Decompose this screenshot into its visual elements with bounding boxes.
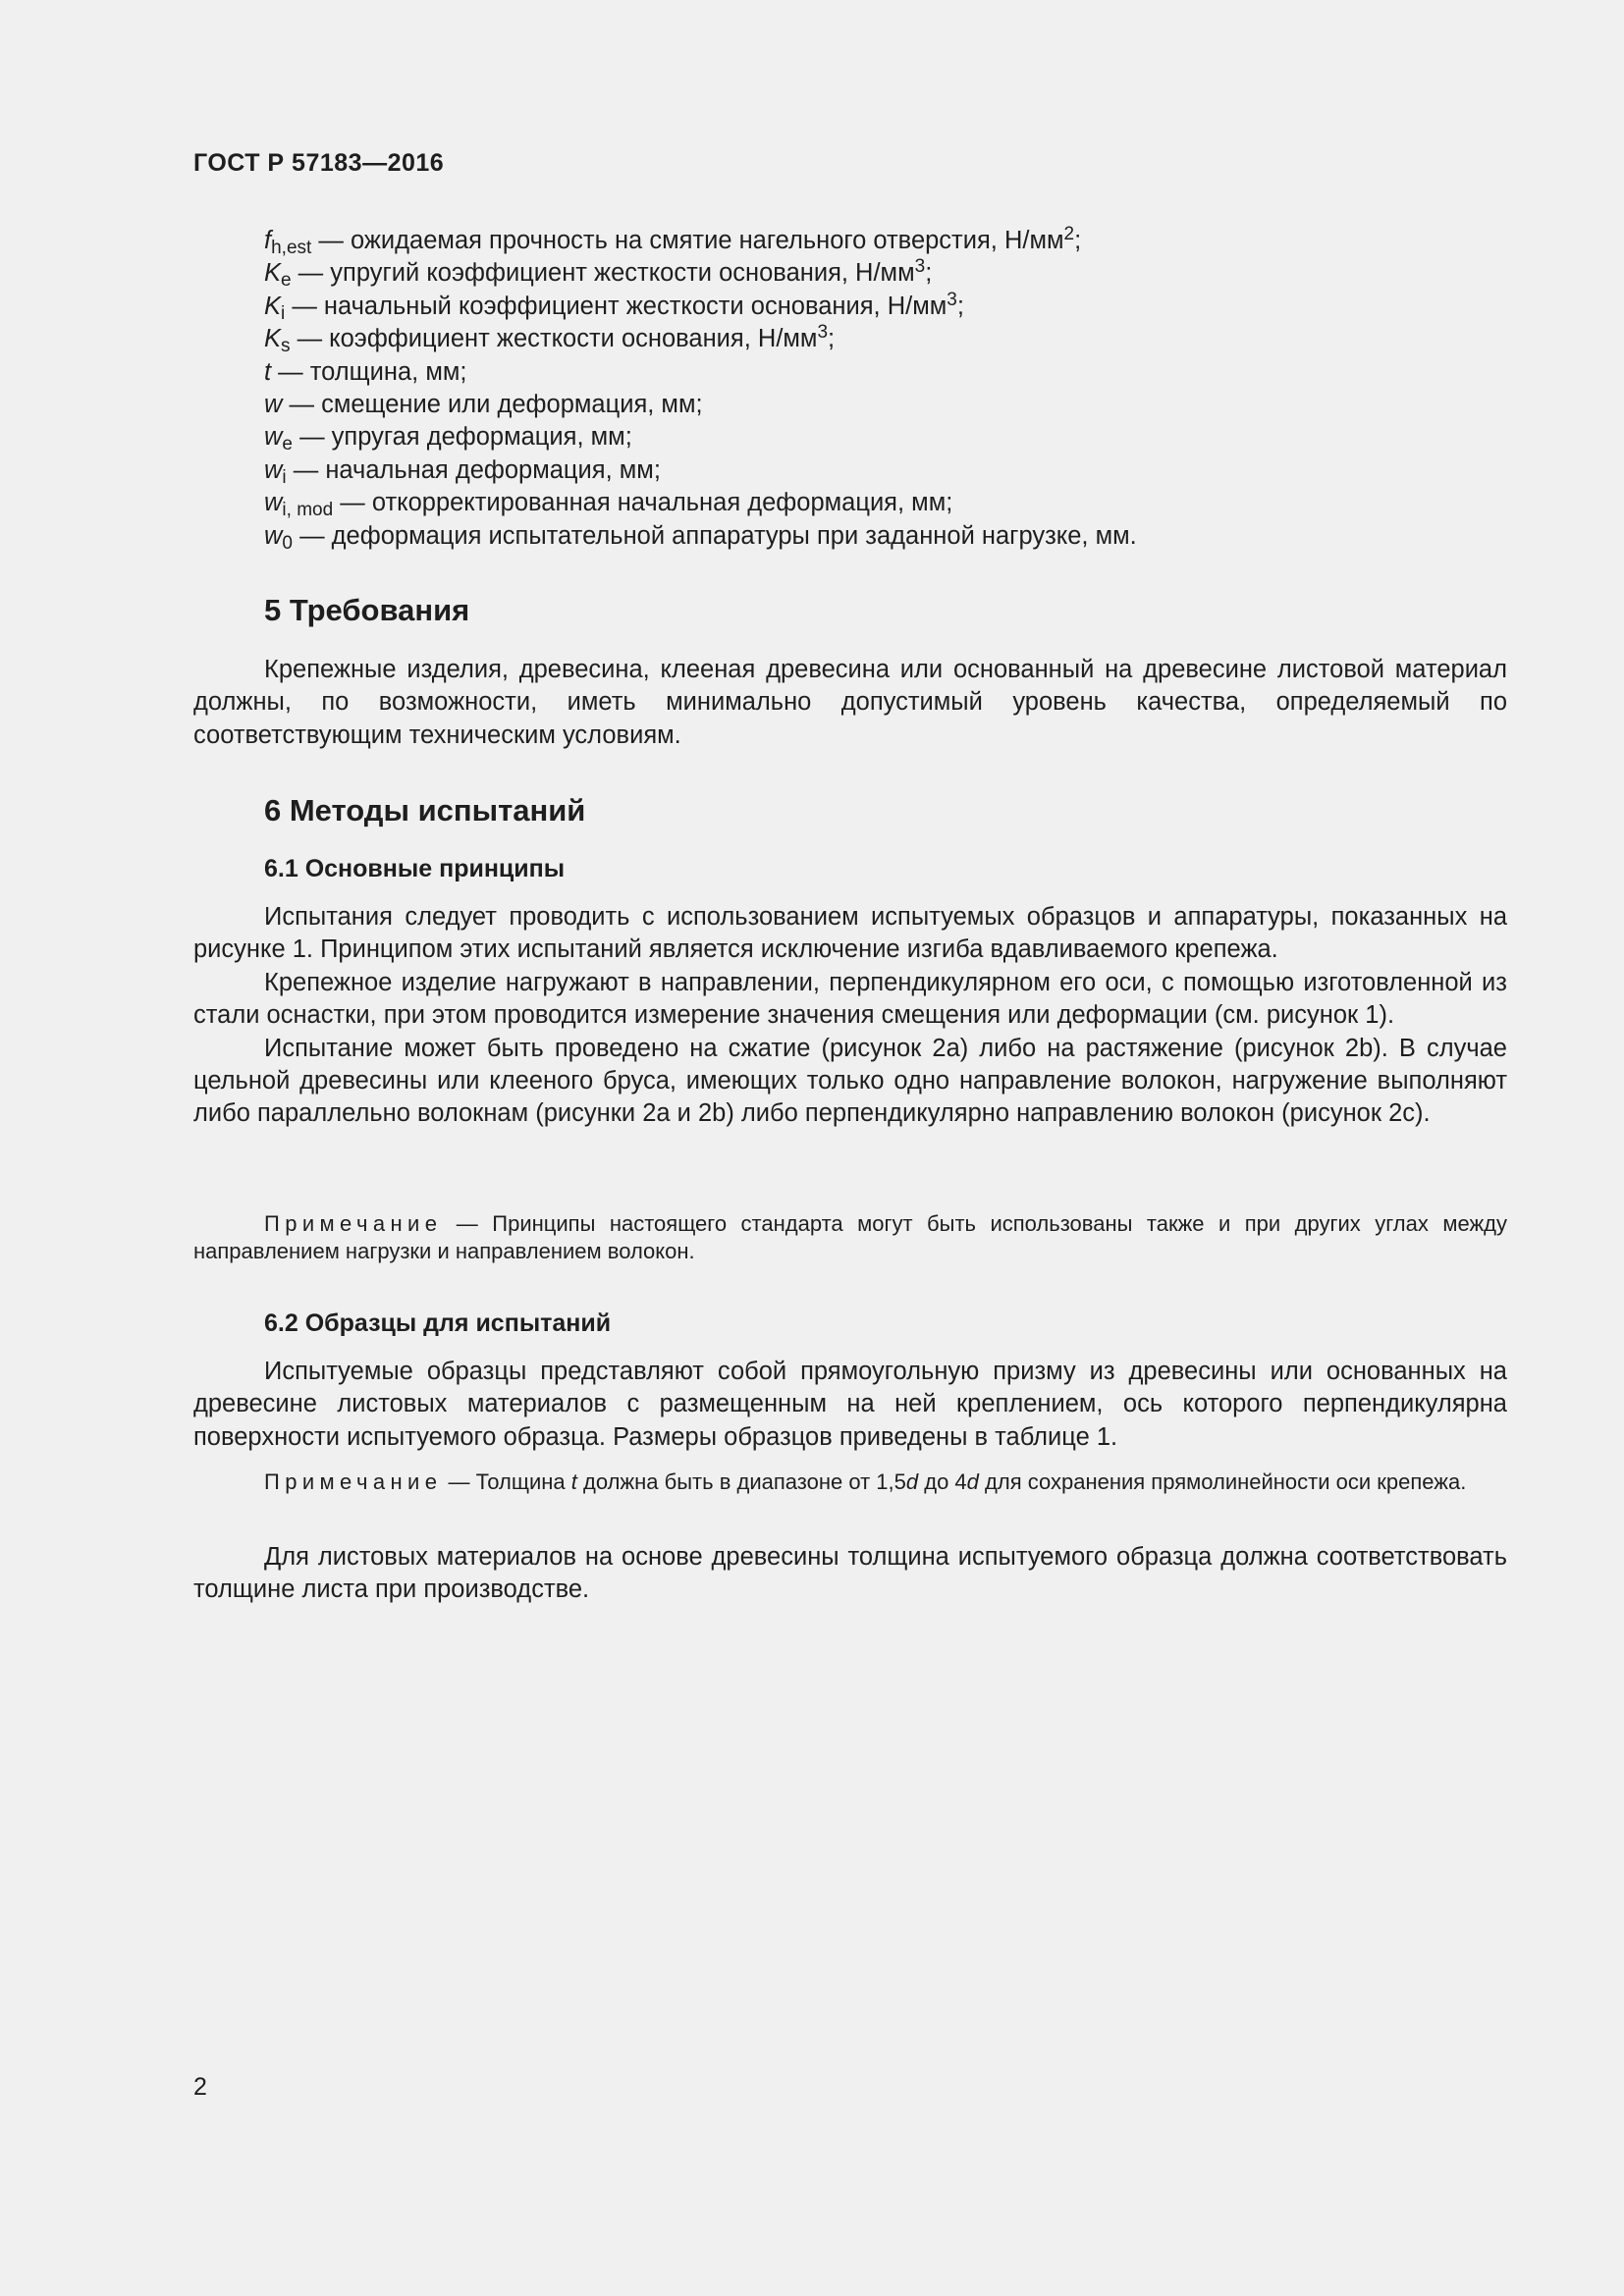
note: Примечание — Толщина t должна быть в диапазоне от 1,5d до 4d для сохранения прямолинейности оси крепежа. — [264, 1469, 1467, 1494]
section-6-2-body — [193, 1356, 1507, 1454]
symbol-item: w — смещение или деформация, мм; — [264, 391, 703, 419]
symbol-item: $w_0$ — деформация испытательной аппаратуры при заданной нагрузке, мм. — [264, 521, 1137, 554]
symbol-item: t — толщина, мм; — [264, 357, 467, 386]
section-6-2-note — [193, 1468, 1507, 1496]
symbol-item: $f_{h,est}$ — ожидаемая прочность на смятие нагельного отверстия, $Н/мм^2$; — [264, 224, 1082, 258]
symbol-item: $K_i$ — начальный коэффициент жесткости основания, $Н/мм^3$; — [264, 289, 964, 324]
section-6-1-body — [193, 901, 1507, 1131]
symbol-list — [264, 225, 1137, 553]
paragraph: Для листовых материалов на основе древесины толщина испытуемого образца должна соответствовать толщине листа при производстве. — [193, 1543, 1507, 1604]
symbol-item: $w_e$ — упругая деформация, мм; — [264, 423, 632, 455]
page-number: 2 — [193, 2073, 207, 2101]
section-6-heading: 6 Методы испытаний — [264, 793, 586, 828]
section-6-1 — [193, 855, 1507, 883]
paragraph: Испытания следует проводить с использованием испытуемых образцов и аппаратуры, показанных на рисунке 1. Принципом этих испытаний является исключение изгиба вдавливаемого крепежа. — [193, 903, 1507, 964]
section-6-2 — [193, 1309, 1507, 1338]
section-6-2-body-2 — [193, 1541, 1507, 1607]
document-header: ГОСТ Р 57183—2016 — [193, 149, 445, 177]
note: Примечание — Принципы настоящего стандарта могут быть использованы также и при других углах между направлением нагрузки и направлением волокон. — [193, 1211, 1507, 1263]
section-6 — [193, 793, 1507, 828]
section-5-body — [193, 654, 1507, 752]
note-label: Примечание — [264, 1469, 443, 1494]
symbol-item: $w_{i, mod}$ — откорректированная начальная деформация, мм; — [264, 489, 953, 521]
section-5-heading: 5 Требования — [264, 593, 470, 627]
symbol-item: $K_s$ — коэффициент жесткости основания, $Н/мм^3$; — [264, 322, 836, 357]
paragraph: Крепежное изделие нагружают в направлении, перпендикулярном его оси, с помощью изготовленной из стали оснастки, при этом проводится измерение значения смещения или деформации (см. рисунок 1). — [193, 968, 1507, 1030]
section-5 — [193, 593, 1507, 628]
section-6-1-heading: 6.1 Основные принципы — [264, 855, 566, 882]
symbol-item: $w_i$ — начальная деформация, мм; — [264, 455, 661, 488]
note-label: Примечание — [264, 1211, 443, 1236]
section-6-1-note — [193, 1210, 1507, 1265]
section-5-paragraph: Крепежные изделия, древесина, клееная древесина или основанный на древесине листовой материал должны, по возможности, иметь минимально допустимый уровень качества, определяемый по соответствующим техническим условиям. — [193, 656, 1507, 749]
paragraph: Испытуемые образцы представляют собой прямоугольную призму из древесины или основанных на древесине листовых материалов с размещенным на ней креплением, ось которого перпендикулярна поверхности испытуемого образца. Размеры образцов приведены в таблице 1. — [193, 1358, 1507, 1451]
section-6-2-heading: 6.2 Образцы для испытаний — [264, 1309, 612, 1337]
symbol-item: $K_e$ — упругий коэффициент жесткости основания, $Н/мм^3$; — [264, 256, 933, 292]
paragraph: Испытание может быть проведено на сжатие (рисунок 2а) либо на растяжение (рисунок 2b). В случае цельной древесины или клееного бруса, имеющих только одно направление волокон, нагружение выполняют либо параллельно волокнам (рисунки 2а и 2b) либо перпендикулярно направлению волокон (рисунок 2c). — [193, 1034, 1507, 1128]
